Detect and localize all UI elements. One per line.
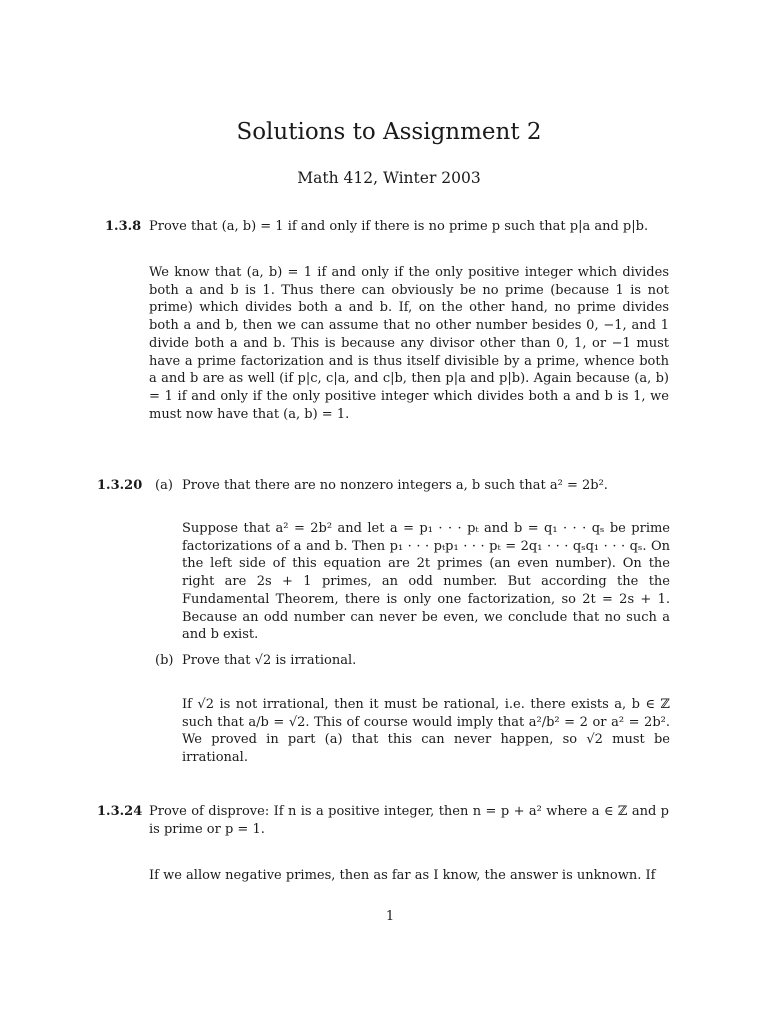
page-number: 1 — [385, 909, 395, 924]
problem-solution: We know that (a, b) = 1 if and only if the only positive integer which divides both a and b is 1. Thus there can obviously be no prime (because 1 is not prime) which divides both a and b. If, on the other hand, no prime divides both a and b, then we can assume that no other number besides 0, −1, and 1 divide both a and b. This is because any divisor other than 0, 1, or −1 must have a prime factorization and is thus itself divisible by a prime, whence both a and b are as well (if p|c, c|a, and c|b, then p|a and p|b). Again because (a, b) = 1 if and only if the only positive integer which divides both a and b is 1, we must now have that (a, b) = 1. — [149, 265, 669, 422]
problem-statement: Prove of disprove: If n is a positive integer, then n = p + a² where a ∈ ℤ and p is prime or p = 1. — [149, 804, 669, 837]
problem-number: 1.3.20 — [97, 478, 143, 493]
part-statement: Prove that √2 is irrational. — [182, 653, 357, 668]
part-statement: Prove that there are no nonzero integers a, b such that a² = 2b². — [182, 478, 608, 493]
document-title: Solutions to Assignment 2 — [236, 119, 542, 145]
problem-number: 1.3.8 — [105, 219, 142, 234]
problem-number: 1.3.24 — [97, 804, 143, 819]
part-solution: If √2 is not irrational, then it must be rational, i.e. there exists a, b ∈ ℤ such that a/b = √2. This of course would imply that a²/b² = 2 or a² = 2b². We proved in part (a) that this can never happen, so √2 must be irrational. — [182, 697, 670, 766]
document-subtitle: Math 412, Winter 2003 — [297, 169, 481, 187]
part-solution: Suppose that a² = 2b² and let a = p₁ · · · pₜ and b = q₁ · · · qₛ be prime factorizations of a and b. Then p₁ · · · pₜp₁ · · · pₜ = 2q₁ · · · qₛq₁ · · · qₛ. On the left side of this equation are 2t primes (an even number). On the right are 2s + 1 primes, an odd number. But according the the Fundamental Theorem, there is only one factorization, so 2t = 2s + 1. Because an odd number can never be even, we conclude that no such a and b exist. — [182, 521, 670, 643]
part-label: (b) — [155, 653, 174, 668]
part-label: (a) — [155, 478, 173, 493]
problem-statement: Prove that (a, b) = 1 if and only if there is no prime p such that p|a and p|b. — [149, 219, 649, 234]
problem-solution: If we allow negative primes, then as far as I know, the answer is unknown. If — [149, 868, 656, 883]
